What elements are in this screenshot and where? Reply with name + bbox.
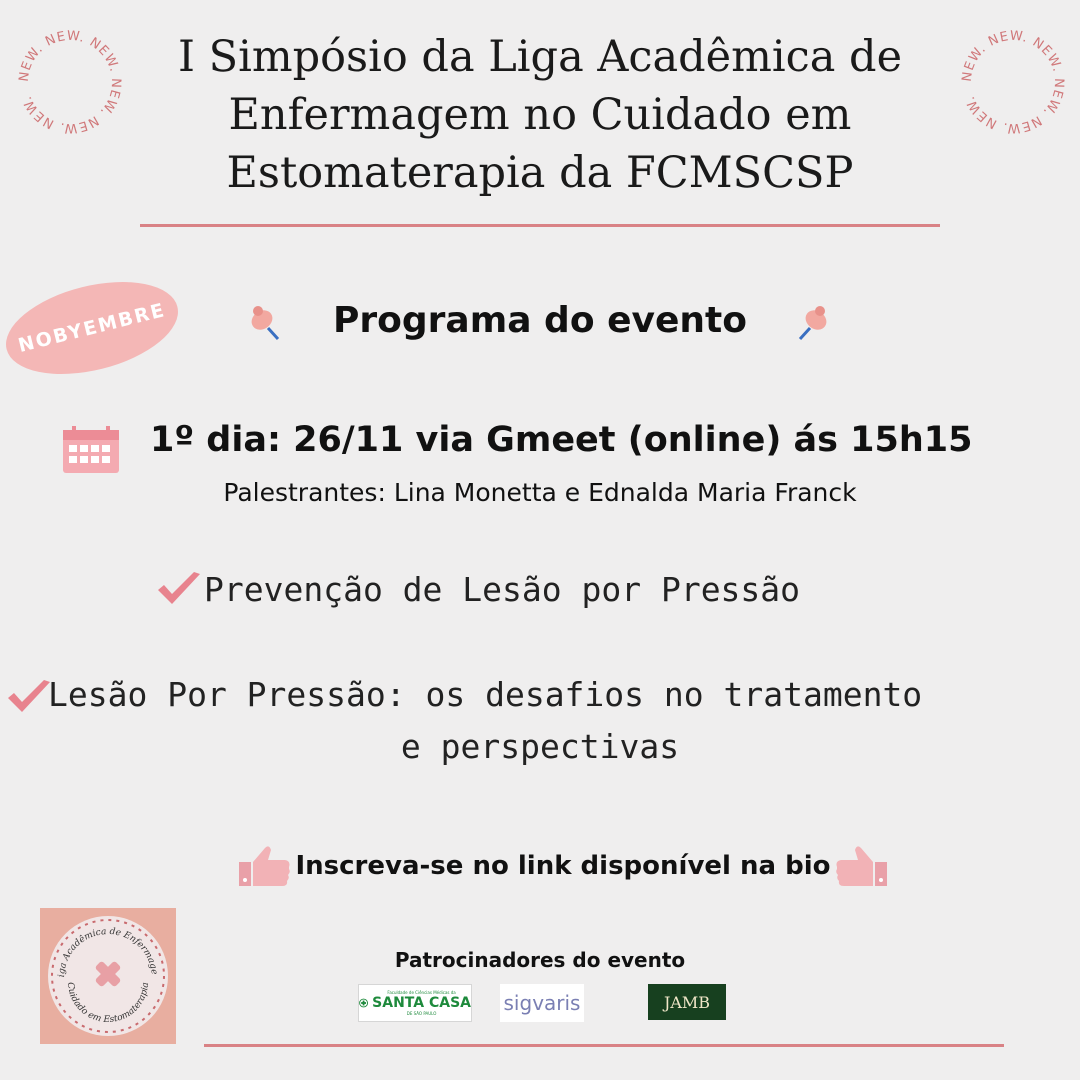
sponsor-logo-jamb — [648, 984, 726, 1020]
svg-text:NEW. NEW. NEW. NEW. NEW. NEW.: NEW. NEW. NEW. NEW. NEW. NEW. — [16, 28, 124, 136]
event-title — [140, 28, 940, 202]
new-badge-right — [958, 27, 1068, 137]
thumbs-up-icon — [239, 844, 291, 888]
topic-1: Prevenção de Lesão por Pressão — [204, 570, 801, 609]
sponsor-santa-casa-subtitle: Faculdade de Ciências Médicas da — [387, 990, 456, 995]
campaign-badge — [0, 266, 188, 390]
svg-text:Liga Acadêmica de Enfermagem: iga Acadêmica de Enfermage — [56, 926, 159, 978]
calendar-icon — [62, 426, 120, 474]
sponsor-jamb-name: JAMB — [663, 992, 711, 1012]
register-text: Inscreva-se no link disponível na bio — [295, 851, 831, 881]
new-badge-left — [15, 27, 125, 137]
sponsor-sigvaris-name: sigvaris — [503, 991, 581, 1015]
footer-divider — [204, 1044, 1004, 1047]
title-divider — [140, 224, 940, 227]
title-line-3: Estomaterapia da FCMSCSP — [226, 148, 854, 198]
thumbs-up-icon — [835, 844, 887, 888]
svg-text:NEW. NEW. NEW. NEW. NEW. NEW.: NEW. NEW. NEW. NEW. NEW. NEW. — [959, 28, 1067, 136]
program-heading: Programa do evento — [333, 300, 747, 341]
sponsor-santa-casa-footer: DE SÃO PAULO — [406, 1011, 437, 1016]
sponsor-logo-sigvaris — [500, 984, 584, 1022]
day-schedule: 1º dia: 26/11 via Gmeet (online) ás 15h15 — [150, 420, 973, 460]
speakers: Palestrantes: Lina Monetta e Ednalda Maria Franck — [223, 478, 857, 507]
title-line-2: Enfermagem no Cuidado em — [228, 90, 852, 140]
cross-icon — [359, 988, 368, 1018]
league-logo — [40, 908, 176, 1044]
topic-2-line-2: e perspectivas — [400, 727, 680, 766]
sponsor-santa-casa-name: SANTA CASA — [372, 995, 471, 1011]
campaign-badge-label: NOBYEMBRE — [15, 299, 169, 357]
sponsor-logo-santa-casa — [358, 984, 472, 1022]
sponsors-title: Patrocinadores do evento — [394, 948, 686, 972]
register-callout — [238, 844, 888, 888]
pushpin-icon — [796, 302, 830, 342]
check-mark-icon — [6, 680, 52, 714]
league-emblem — [40, 908, 176, 1044]
title-line-1: I Simpósio da Liga Acadêmica de — [177, 32, 903, 82]
svg-text:Cuidado em Estomaterapia: Cuidado em Estomaterapia — [64, 981, 152, 1026]
check-mark-icon — [156, 572, 202, 606]
topic-2-line-1: Lesão Por Pressão: os desafios no tratamento — [48, 675, 923, 714]
